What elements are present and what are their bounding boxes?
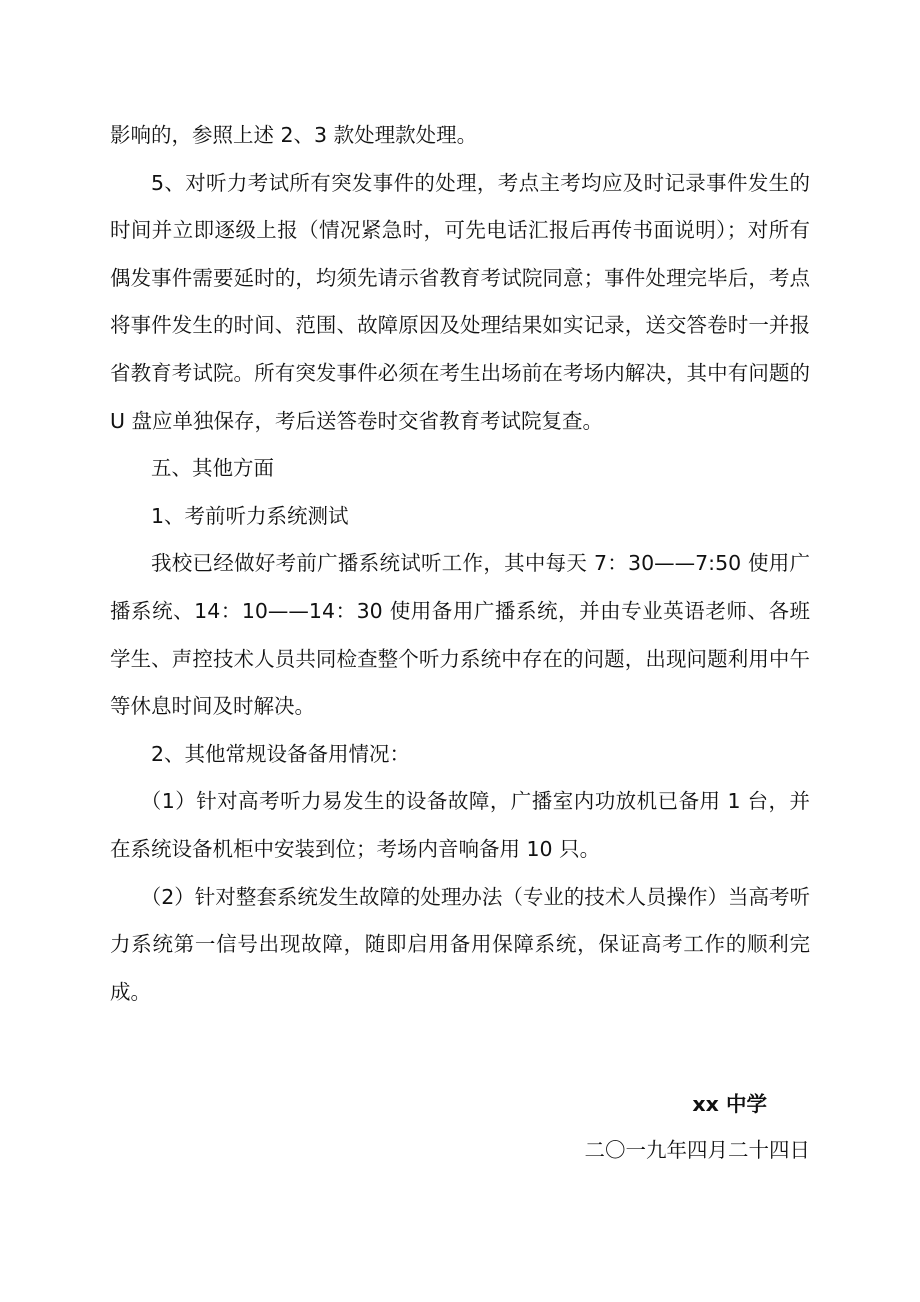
body-text: [110, 112, 810, 1016]
paragraph-item-5: 5、对听力考试所有突发事件的处理，考点主考均应及时记录事件发生的时间并立即逐级上报（情况紧急时，可先电话汇报后再传书面说明）；对所有偶发事件需要延时的，均须先请示省教育考试院同意；事件处理完毕后，考点将事件发生的时间、范围、故障原因及处理结果如实记录，送交答卷时一并报省教育考试院。所有突发事件必须在考生出场前在考场内解决，其中有问题的 U 盘应单独保存，考后送答卷时交省教育考试院复查。: [110, 170, 810, 433]
signature-school: xx 中学: [692, 1092, 767, 1116]
subheading-system-test: 1、考前听力系统测试: [151, 503, 349, 528]
paragraph-continuation: 影响的，参照上述 2、3 款处理款处理。: [110, 123, 478, 147]
paragraph-backup-2: （2）针对整套系统发生故障的处理办法（专业的技术人员操作）当高考听力系统第一信号出现故障，随即启用备用保障系统，保证高考工作的顺利完成。: [110, 884, 810, 1004]
section-heading-other: 五、其他方面: [151, 456, 274, 481]
paragraph-backup-1: （1）针对高考听力易发生的设备故障，广播室内功放机已备用 1 台，并在系统设备机柜中安装到位；考场内音响备用 10 只。: [110, 789, 810, 861]
signature-date: 二〇一九年四月二十四日: [584, 1138, 810, 1162]
subheading-backup-equipment: 2、其他常规设备备用情况：: [151, 741, 411, 766]
paragraph-system-test: 我校已经做好考前广播系统试听工作，其中每天 7：30——7:50 使用广播系统、14：10——14：30 使用备用广播系统，并由专业英语老师、各班学生、声控技术人员共同检查整个听力系统中存在的问题，出现问题利用中午等休息时间及时解决。: [110, 551, 810, 719]
